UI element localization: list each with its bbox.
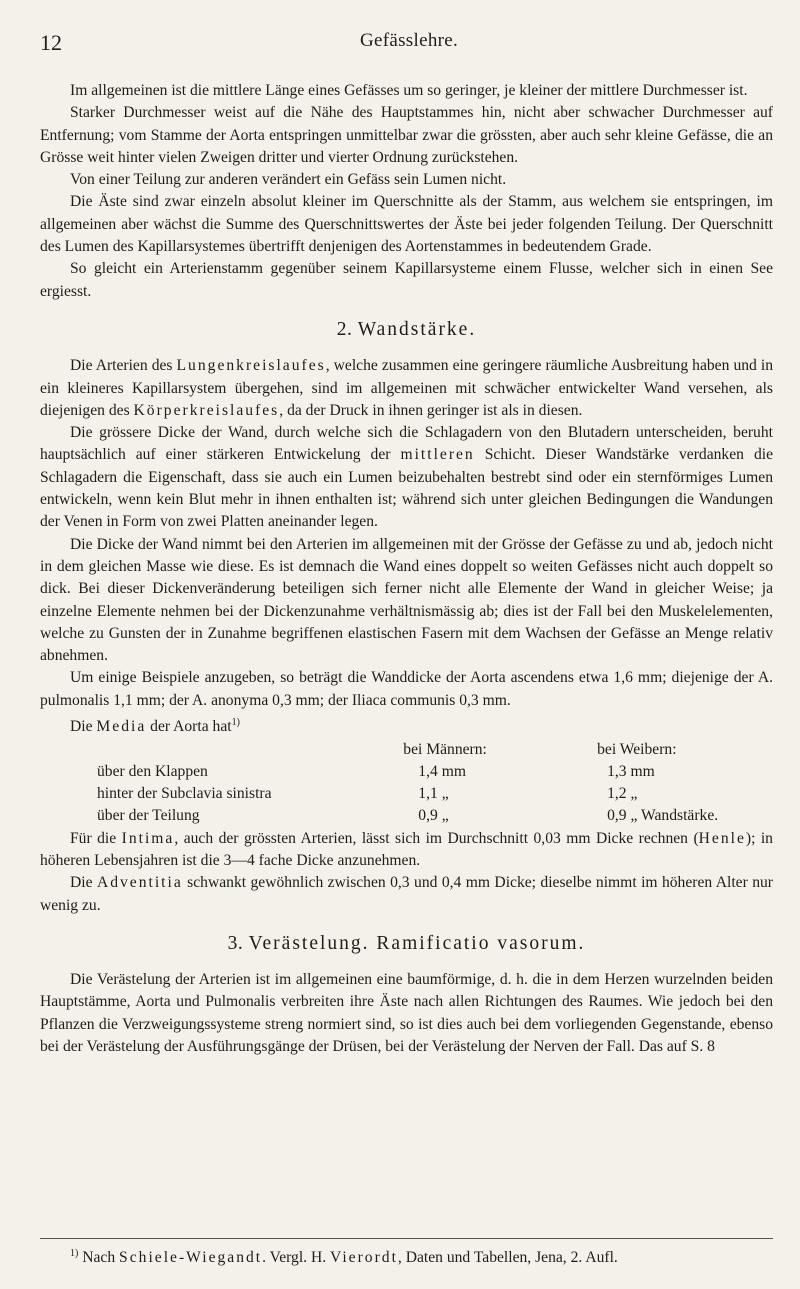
section-title: Verästelung. Ramificatio vasorum. <box>248 932 586 954</box>
page-number: 12 <box>40 30 62 55</box>
footnote-divider <box>40 1238 773 1239</box>
paragraph-dicke: Die Dicke der Wand nimmt bei den Arterien im allgemeinen mit der Grösse der Gefässe zu und ab, jedoch nicht in dem gleichen Masse wie diese. Es ist demnach die Wand eines doppelt so weiten Gefässes nicht auch doppelt so dick. Bei dieser Dickenveränderung beteiligen sich ferner nicht alle Elemente der Wand in gleicher Weise; ja einzelne Elemente nehmen bei der Dickenzunahme verhältnismässig ab; dies ist der Fall bei den Muskelelementen, welche zu Gunsten der in Zunahme begriffenen elastischen Fasern mit dem Wachsen der Gefässe an Menge relativ abnehmen. <box>40 535 773 665</box>
footnote: $^{1)}$ Nach Schiele-Wiegandt. Vergl. H. Vierordt, Daten und Tabellen, Jena, 2. Aufl. <box>70 1248 618 1267</box>
paragraph-intima: Für die Intima, auch der grössten Arterien, lässt sich im Durchschnitt 0,03 mm Dicke rechnen (Henle); in höheren Lebensjahren ist die 3—4 fache Dicke anzunehmen. <box>40 829 773 869</box>
paragraph-intro-4: Die Äste sind zwar einzeln absolut kleiner im Querschnitte als der Stamm, aus welchem sie entspringen, im allgemeinen aber wächst die Summe des Querschnittswertes der Äste bei jeder folgenden Teilung. Der Querschnitt des Lumen des Kapillarsystemes übertrifft denjenigen des Aortenstammes in bedeutendem Grade. <box>40 193 773 256</box>
table-row: über den Klappen 1,4 mm 1,3 mm <box>97 762 655 780</box>
table-row: über der Teilung 0,9 „ 0,9 „ Wandstärke. <box>97 807 719 825</box>
page-body <box>40 80 773 1058</box>
paragraph-verastelung: Die Verästelung der Arterien ist im allgemeinen eine baumförmige, d. h. die in dem Herzen wurzelnden beiden Hauptstämme, Aorta und Pulmonalis verbreiten ihre Äste nach allen Richtungen des Raumes. Wie jedoch bei den Pflanzen die Verzweigungssysteme streng normiert sind, so ist dies auch bei dem vorliegenden Gegenstande, ebenso bei der Verästelung der Ausführungsgänge der Drüsen, bei der Verästelung der Nerven der Fall. Das auf S. 8 <box>40 971 773 1056</box>
footnote-ref: 1) <box>231 717 240 729</box>
column-header-maenner: bei Männern: <box>403 740 487 758</box>
paragraph-intro-1: Im allgemeinen ist die mittlere Länge eines Gefässes um so geringer, je kleiner der mittlere Durchmesser ist. <box>70 82 748 99</box>
section-heading-wandstaerke <box>40 319 773 341</box>
section-title: Wandstärke. <box>357 318 477 340</box>
paragraph-adventitia: Die Adventitia schwankt gewöhnlich zwischen 0,3 und 0,4 mm Dicke; dieselbe nimmt im höheren Alter nur wenig zu. <box>40 874 773 914</box>
table-header-row <box>97 739 773 761</box>
paragraph-lungenkreislauf: Die Arterien des Lungenkreislaufes, welche zusammen eine geringere räumliche Ausbreitung haben und in ein kleineres Kapillarsystem übergehen, sind im allgemeinen mit schwächer entwickelter Wand versehen, als diejenigen des Körperkreislaufes, da der Druck in ihnen geringer ist als in diesen. <box>40 357 774 419</box>
running-title: Gefässlehre. <box>360 30 459 51</box>
table-row: hinter der Subclavia sinistra 1,1 „ 1,2 „ <box>97 785 638 803</box>
paragraph-intro-5: So gleicht ein Arterienstamm gegenüber seinem Kapillarsysteme einem Flusse, welcher sich in einen See ergiesst. <box>40 260 773 300</box>
paragraph-media: Die Media der Aorta hat$^{1)}$ <box>70 717 240 736</box>
paragraph-intro-3: Von einer Teilung zur anderen verändert ein Gefäss sein Lumen nicht. <box>70 171 507 189</box>
paragraph-intro-2: Starker Durchmesser weist auf die Nähe des Hauptstammes hin, nicht aber schwacher Durchmesser auf Entfernung; vom Stamme der Aorta entspringen unmittelbar zwar die grössten, aber auch sehr kleine Gefässe, die an Grösse weit hinter vielen Zweigen dritter und vierter Ordnung zurückstehen. <box>40 104 773 166</box>
paragraph-beispiele: Um einige Beispiele anzugeben, so beträgt die Wanddicke der Aorta ascendens etwa 1,6 mm; diejenige der A. pulmonalis 1,1 mm; der A. anonyma 0,3 mm; der Iliaca communis 0,3 mm. <box>40 669 773 709</box>
section-heading-verastelung <box>40 933 773 955</box>
paragraph-wanddicke: Die grössere Dicke der Wand, durch welche sich die Schlagadern von den Blutadern unterscheiden, beruht hauptsächlich auf einer stärkeren Entwickelung der mittleren Schicht. Dieser Wandstärke verdanken die Schlagadern die Eigenschaft, dass sie auch ein Lumen beizubehalten bestrebt sind oder ein sternförmiges Lumen entwickeln, wenn kein Blut mehr in ihnen enthalten ist; während sich unter gleichen Bedingungen die Wandungen der Venen in Form von zwei Platten aneinander legen. <box>40 424 773 531</box>
section-number: 3. <box>227 932 244 954</box>
media-thickness-table <box>97 739 773 828</box>
section-number: 2. <box>336 318 353 340</box>
column-header-weiber: bei Weibern: <box>597 740 677 758</box>
